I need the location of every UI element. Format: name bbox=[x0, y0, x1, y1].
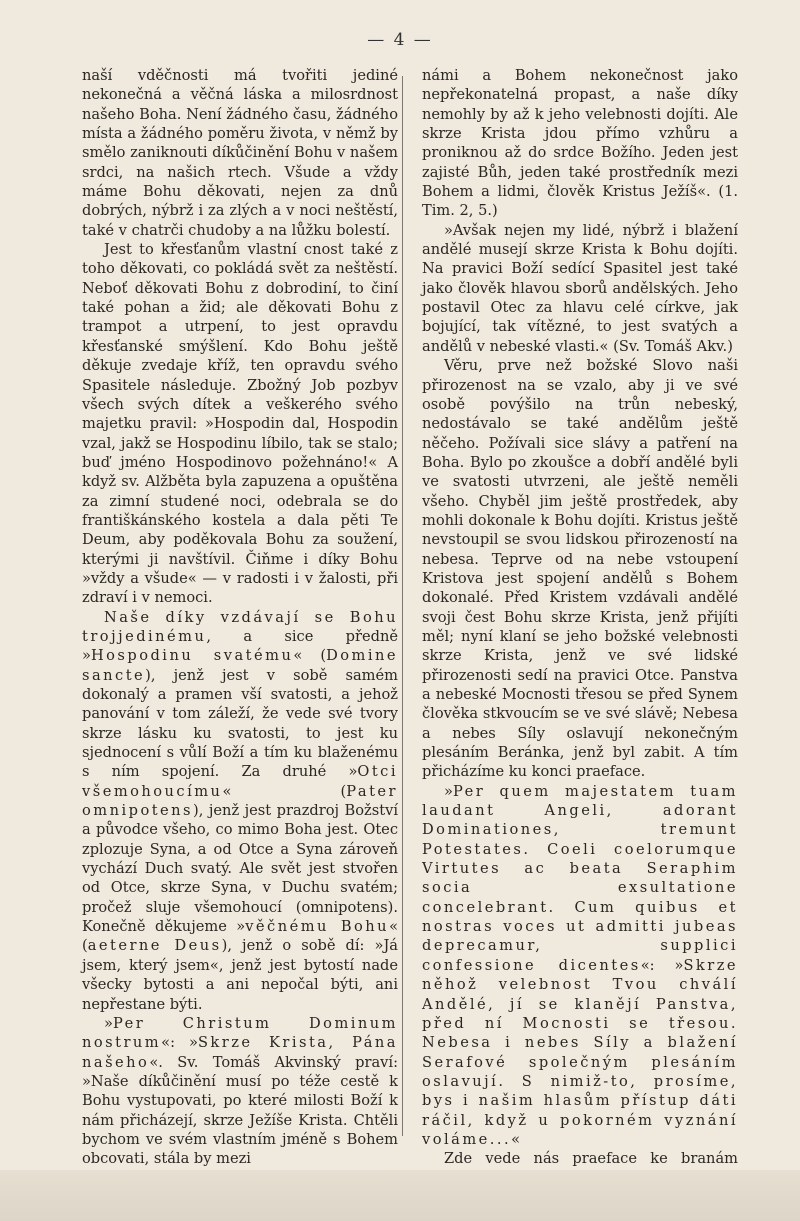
emphasis: Otci všemohoucímu bbox=[82, 763, 398, 800]
emphasis: aeterne Deus bbox=[87, 937, 222, 955]
page-bottom-edge bbox=[0, 1170, 800, 1221]
emphasis: Hospodinu svatému bbox=[90, 647, 294, 665]
text-run: » bbox=[104, 1014, 113, 1032]
emphasis: Skrze Krista, Pána našeho bbox=[82, 1034, 398, 1071]
page-number: — 4 — bbox=[367, 30, 433, 50]
emphasis: Domine sancte bbox=[82, 647, 398, 684]
text-run: ), jenž jest v sobě samém dokonalý a pramen vší svatosti, a jehož panování v tom záleží, že vede své tvory skrze lásku ku svatosti, to jest ku sjednocení s vůlí Boží a tím ku blaženému s ním spojení. Za druhé » bbox=[82, 666, 398, 781]
emphasis: věčnému Bohu bbox=[245, 918, 390, 936]
left-column bbox=[82, 66, 398, 1169]
paragraph bbox=[82, 1014, 398, 1169]
emphasis: Pater omnipotens bbox=[82, 782, 398, 820]
text-run: ), jenž o sobě dí: »Já jsem, který jsem«, jenž jest bytostí nade všecky bytosti a ani nepočal býti, ani nepřestane býti. bbox=[82, 937, 398, 1013]
text-run: « ( bbox=[222, 782, 347, 800]
text-run: ), jenž jest prazdroj Božství a původce všeho, co mimo Boha jest. Otec zplozuje Syna, a od Otce a Syna zároveň vychází Duch svatý. Ale svět jest stvořen od Otce, skrze Syna, v Duchu svatém; pročež sluje všemohoucí (omnipotens). Konečně děkujeme » bbox=[82, 802, 398, 936]
paragraph: námi a Bohem nekonečnost jako nepřekonatelná propast, a naše díky nemohly by až k jeho velebnosti dojíti. Ale skrze Krista jdou přímo vzhůru a proniknou až do srdce Božího. Jeden jest zajisté Bůh, jeden také prostředník mezi Bohem a lidmi, člověk Kristus Ježíš«. (1. Tim. 2, 5.) bbox=[422, 67, 738, 220]
paragraph: »Avšak nejen my lidé, nýbrž i blažení andělé musejí skrze Krista k Bohu dojíti. Na pravici Boží sedící Spasitel jest také jako člověk hlavou sborů andělských. Jeho postavil Otec za hlavu celé církve, jak bojující, tak vítězné, to jest svatých a andělů v nebeské vlasti.« (Sv. Tomáš Akv.) bbox=[422, 221, 738, 355]
text-run: , a sice předně » bbox=[82, 627, 398, 665]
text-run: « ( bbox=[82, 918, 398, 955]
emphasis: Per Christum Dominum nostrum bbox=[82, 1014, 398, 1052]
column-divider bbox=[402, 76, 403, 1136]
text-run: «: » bbox=[640, 956, 684, 974]
emphasis: Per quem majestatem tuam laudant Angeli, adorant Dominationes, tremunt Potestates. Coeli coelorumque Virtutes ac beata Seraphim socia exsultatione concelebrant. Cum quibus et nostras voces ut admitti jubeas deprecamur, supplici confessione dicentes bbox=[422, 782, 738, 974]
text-run: » bbox=[444, 782, 453, 800]
text-run: « ( bbox=[293, 647, 327, 665]
emphasis: Naše díky vzdávají se Bohu trojjedinému bbox=[82, 608, 398, 645]
paragraph: Jest to křesťanům vlastní cnost také z toho děkovati, co pokládá svět za neštěstí. Neboť děkovati Bohu z dobrodiní, to činí také pohan a žid; ale děkovati Bohu z trampot a utrpení, to jest opravdu křesťanské smýšlení. Kdo Bohu ještě děkuje zvedaje kříž, ten opravdu svého Spasitele následuje. Zbožný Job pozbyv všech svých dítek a veškerého svého majetku pravil: »Hospodin dal, Hospodin vzal, jakž se Hospodinu líbilo, tak se stalo; buď jméno Hospodinovo požehnáno!« A když sv. Alžběta byla zapuzena a opuštěna za zimní studené noci, odebrala se do františkánského kostela a dala pěti Te Deum, aby poděkovala Bohu za soužení, kterými ji navštívil. Čiňme i díky Bohu »vždy a všude« — v radosti i v žalosti, při zdraví i v nemoci. bbox=[82, 241, 398, 607]
text-run: « bbox=[511, 1130, 521, 1148]
text-run: «: » bbox=[161, 1034, 198, 1052]
right-column bbox=[422, 66, 738, 1207]
text-run: «. Sv. Tomáš Akvinský praví: »Naše díkůčinění musí po téže cestě k Bohu vystupovati, po které milosti Boží k nám přicházejí, skrze Ježíše Krista. Chtěli bychom ve svém vlastním jméně s Bohem obcovati, stála by mezi bbox=[82, 1053, 398, 1168]
emphasis: Skrze něhož velebnost Tvou chválí Andělé, jí se klanějí Panstva, před ní Mocnosti se třesou. Nebesa i nebes Síly a blažení Serafové společným plesáním oslavují. S nimiž-to, prosíme, bys i našim hlasům přístup dáti ráčil, když u pokorném vyznání voláme... bbox=[422, 956, 738, 1148]
paragraph bbox=[422, 782, 738, 1150]
paragraph: naší vděčnosti má tvořiti jediné nekonečná a věčná láska a milosrdnost našeho Boha. Není žádného času, žádného místa a žádného poměru života, v němž by smělo zaniknouti díkůčinění Bohu v našem srdci, na našich rtech. Všude a vždy máme Bohu děkovati, nejen za dnů dobrých, nýbrž i za zlých a v noci neštěstí, také v chatrči chudoby a na lůžku bolestí. bbox=[82, 67, 398, 239]
paragraph: Věru, prve než božské Slovo naši přirozenost na se vzalo, aby ji ve své osobě povýšilo na trůn nebeský, nedostávalo se také andělům ještě něčeho. Požívali sice slávy a patření na Boha. Bylo po zkoušce a dobří andělé byli ve svatosti utvrzeni, ale ještě neměli všeho. Chyběl jim ještě prostředek, aby mohli dokonale k Bohu dojíti. Kristus ještě nevstoupil se svou lidskou přirozeností na nebesa. Teprve od na nebe vstoupení Kristova jest spojení andělů s Bohem dokonalé. Před Kristem vzdávali andělé svoji čest Bohu skrze Krista, jenž přijíti měl; nyní klaní se jeho božské velebnosti skrze Krista, jenž ve své lidské přirozenosti sedí na pravici Otce. Panstva a nebeské Mocnosti třesou se před Synem člověka stkvoucím se ve své slávě; Nebesa a nebes Síly oslavují nekonečným plesáním Beránka, jenž byl zabit. A tím přicházíme ku konci praeface. bbox=[422, 357, 738, 781]
paragraph bbox=[82, 608, 398, 1014]
text-run: Zde vede nás praeface ke branám bbox=[444, 1150, 738, 1168]
